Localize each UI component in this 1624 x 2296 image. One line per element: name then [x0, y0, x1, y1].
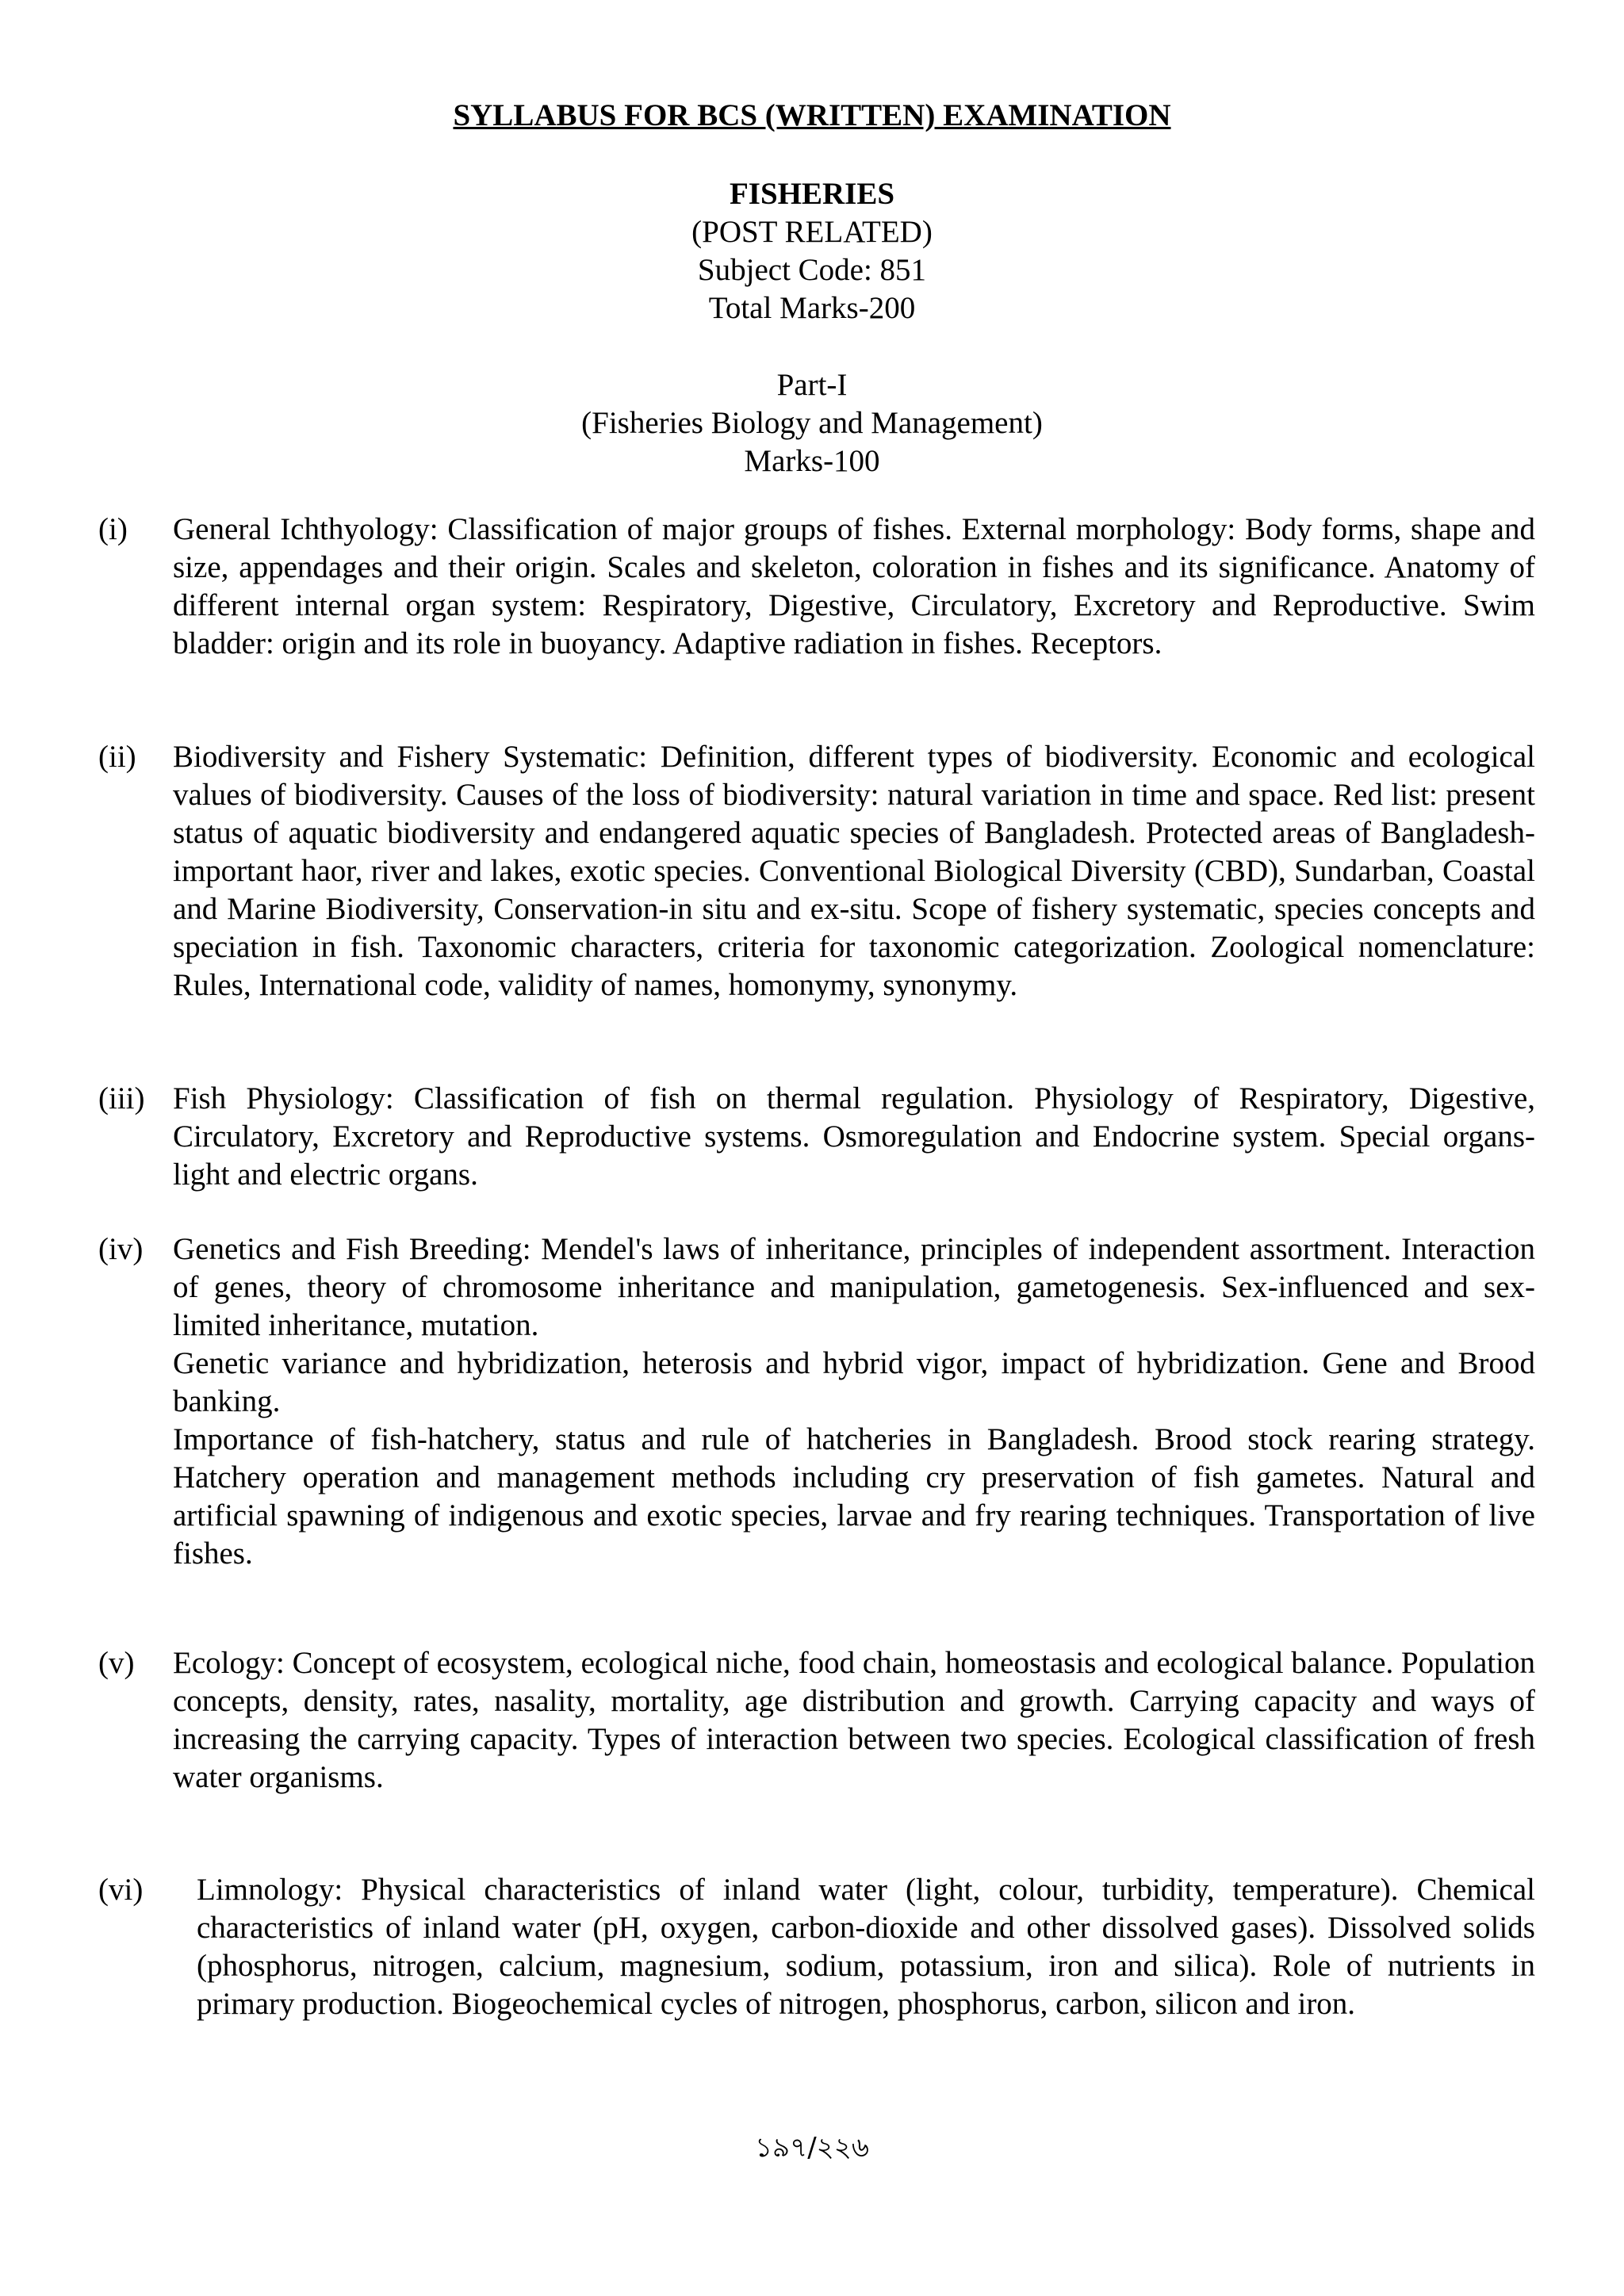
item-paragraph: Ecology: Concept of ecosystem, ecological niche, food chain, homeostasis and ecological balance. Population concepts, density, rates, nasality, mortality, age distribution and growth. Carrying capacity and ways of increasing the carrying capacity. Types of interaction between two species. Ecological classification of fresh water organisms.	[173, 1646, 1535, 1794]
item-text	[173, 1080, 1535, 1194]
syllabus-item	[98, 738, 1535, 1043]
item-text	[173, 1230, 1535, 1573]
part-name: Part-I	[776, 368, 848, 402]
post-related-label: (POST RELATED)	[691, 215, 933, 249]
item-paragraph: Importance of fish-hatchery, status and rule of hatcheries in Bangladesh. Brood stock rearing strategy. Hatchery operation and management methods including cry preservation of fish gametes. Natural and artificial spawning of indigenous and exotic species, larvae and fry rearing techniques. Transportation of live fishes.	[173, 1422, 1535, 1571]
subject-code: Subject Code: 851	[697, 253, 927, 287]
page-number: ১৯৭/২২৬	[754, 2132, 869, 2164]
item-number: (iv)	[98, 1232, 144, 1266]
item-number: (i)	[98, 512, 128, 546]
item-paragraph: Genetic variance and hybridization, heterosis and hybrid vigor, impact of hybridization. Gene and Brood banking.	[173, 1346, 1535, 1418]
item-text	[197, 1871, 1535, 2023]
item-paragraph: Biodiversity and Fishery Systematic: Definition, different types of biodiversity. Economic and ecological values of biodiversity. Causes of the loss of biodiversity: natural variation in time and space. Red list: present status of aquatic biodiversity and endangered aquatic species of Bangladesh. Protected areas of Bangladesh-important haor, river and lakes, exotic species. Conventional Biological Diversity (CBD), Sundarban, Coastal and Marine Biodiversity, Conservation-in situ and ex-situ. Scope of fishery systematic, species concepts and speciation in fish. Taxonomic characters, criteria for taxonomic categorization. Zoological nomenclature: Rules, International code, validity of names, homonymy, synonymy.	[173, 740, 1535, 1002]
syllabus-item	[98, 511, 1535, 702]
item-number: (v)	[98, 1646, 135, 1680]
syllabus-item	[98, 1080, 1535, 1195]
item-number: (iii)	[98, 1081, 145, 1115]
syllabus-item	[98, 1230, 1535, 1613]
item-paragraph: Limnology: Physical characteristics of inland water (light, colour, turbidity, temperature). Chemical characteristics of inland water (pH, oxygen, carbon-dioxide and other dissolved gases). Dissolved solids (phosphorus, nitrogen, calcium, magnesium, sodium, potassium, iron and silica). Role of nutrients in primary production. Biogeochemical cycles of nitrogen, phosphorus, carbon, silicon and iron.	[197, 1873, 1535, 2021]
item-text	[173, 1644, 1535, 1797]
item-paragraph: Genetics and Fish Breeding: Mendel's laws of inheritance, principles of independent assortment. Interaction of genes, theory of chromosome inheritance and manipulation, gametogenesis. Sex-influenced and sex-limited inheritance, mutation.	[173, 1232, 1535, 1342]
subject-title: FISHERIES	[729, 177, 895, 211]
item-text	[173, 738, 1535, 1004]
document-title: SYLLABUS FOR BCS (WRITTEN) EXAMINATION	[453, 98, 1171, 132]
syllabus-item	[98, 1871, 1535, 2063]
total-marks: Total Marks-200	[708, 291, 916, 325]
part-marks: Marks-100	[744, 444, 880, 478]
item-paragraph: Fish Physiology: Classification of fish on thermal regulation. Physiology of Respiratory, Digestive, Circulatory, Excretory and Reproductive systems. Osmoregulation and Endocrine system. Special organs-light and electric organs.	[173, 1081, 1535, 1192]
syllabus-item	[98, 1644, 1535, 1798]
item-paragraph: General Ichthyology: Classification of major groups of fishes. External morphology: Body forms, shape and size, appendages and their origin. Scales and skeleton, coloration in fishes and its significance. Anatomy of different internal organ system: Respiratory, Digestive, Circulatory, Excretory and Reproductive. Swim bladder: origin and its role in buoyancy. Adaptive radiation in fishes. Receptors.	[173, 512, 1535, 660]
item-number: (ii)	[98, 740, 136, 774]
item-text	[173, 511, 1535, 663]
item-number: (vi)	[98, 1873, 144, 1907]
part-topic: (Fisheries Biology and Management)	[581, 406, 1043, 440]
